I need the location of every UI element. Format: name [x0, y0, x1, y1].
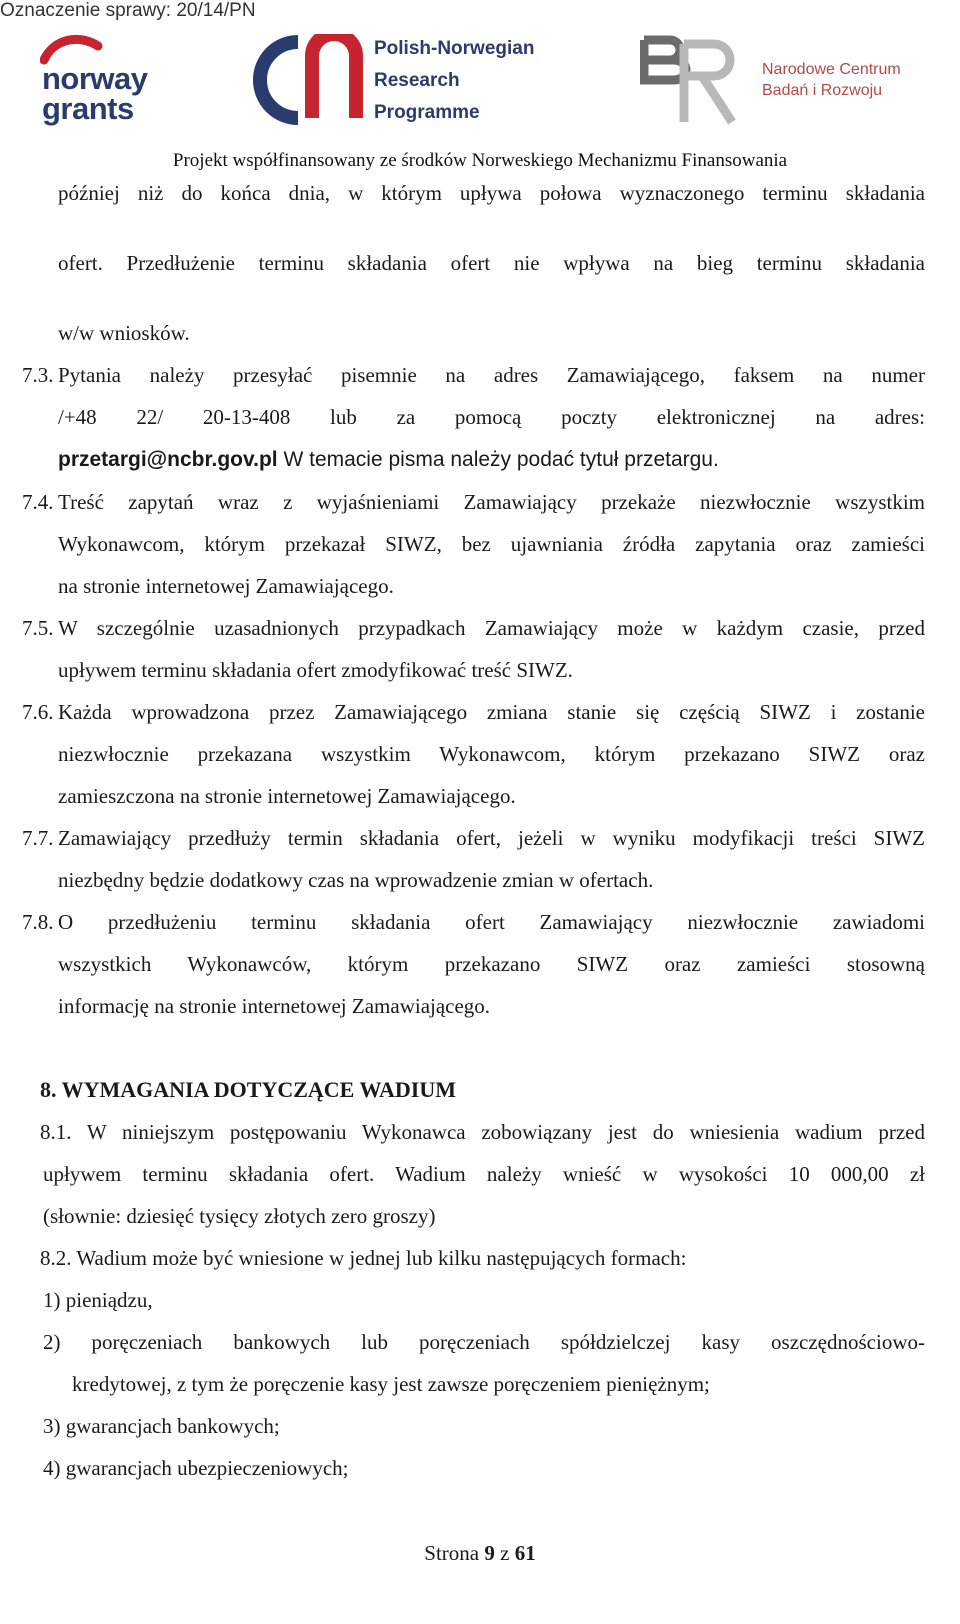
logo-word: grants	[42, 91, 134, 126]
norway-grants-logo	[40, 34, 180, 130]
section-number: 7.8.	[22, 910, 54, 934]
section-line	[40, 1237, 925, 1279]
section-number: 7.5.	[22, 616, 54, 640]
ncbr-logo	[640, 34, 920, 130]
section-number: 7.7.	[22, 826, 54, 850]
section-number: 8.2.	[40, 1246, 72, 1270]
logo-line: Narodowe Centrum	[762, 61, 901, 78]
total-pages: 61	[514, 1541, 536, 1565]
logo-line: Research	[374, 70, 460, 91]
section-line: /+48 22/ 20-13-408 lub za pomocą poczty elektronicznej na adres:	[58, 405, 925, 429]
section-number: 7.6.	[22, 700, 54, 724]
pnrp-logo	[250, 34, 580, 129]
list-item-continuation: kredytowej, z tym że poręczenie kasy jest zawsze poręczeniem pieniężnym;	[72, 1372, 710, 1396]
pnrp-emblem-icon	[250, 34, 372, 126]
intro-line: w/w wniosków.	[58, 321, 190, 345]
section-line: O przedłużeniu terminu składania ofert Zamawiający niezwłocznie zawiadomi	[58, 910, 925, 934]
section-line: Wykonawcom, którym przekazał SIWZ, bez ujawniania źródła zapytania oraz zamieści	[58, 532, 925, 556]
intro-line: później niż do końca dnia, w którym upływa połowa wyznaczonego terminu składania	[58, 181, 925, 205]
email-address: przetargi@ncbr.gov.pl	[58, 448, 278, 471]
list-item: 2) poręczeniach bankowych lub poręczeniach spółdzielczej kasy oszczędnościowo-	[43, 1330, 925, 1354]
section-line: niezbędny będzie dodatkowy czas na wprowadzenie zmian w ofertach.	[58, 868, 654, 892]
section-line: upływem terminu składania ofert. Wadium należy wnieść w wysokości 10 000,00 zł	[43, 1162, 925, 1186]
section-number: 7.3.	[22, 363, 54, 387]
section-line: informację na stronie internetowej Zamawiającego.	[58, 994, 491, 1018]
ncbr-br-monogram-icon	[640, 34, 760, 130]
section-line: Każda wprowadzona przez Zamawiającego zmiana stanie się częścią SIWZ i zostanie	[58, 700, 925, 724]
logo-word: norway	[42, 61, 148, 96]
section-line	[58, 438, 925, 481]
section-7-8	[22, 901, 925, 1027]
section-text: Wadium może być wniesione w jednej lub kilku następujących formach:	[76, 1246, 687, 1270]
section-line: zamieszczona na stronie internetowej Zamawiającego.	[58, 784, 516, 808]
section-text: W niniejszym postępowaniu Wykonawca zobowiązany jest do wniesienia wadium przed	[86, 1120, 925, 1144]
footer-prefix: Strona	[424, 1541, 485, 1565]
intro-line: ofert. Przedłużenie terminu składania ofert nie wpływa na bieg terminu składania	[58, 251, 925, 275]
page-footer	[0, 1541, 960, 1566]
section-8-title: 8. WYMAGANIA DOTYCZĄCE WADIUM	[40, 1077, 456, 1102]
section-line: W szczególnie uzasadnionych przypadkach Zamawiający może w każdym czasie, przed	[58, 616, 925, 640]
section-7-6	[22, 691, 925, 817]
section-7-4	[22, 481, 925, 607]
section-line: Treść zapytań wraz z wyjaśnieniami Zamawiający przekaże niezwłocznie wszystkim	[58, 490, 925, 514]
logo-line: Badań i Rozwoju	[762, 82, 883, 99]
section-text: W temacie pisma należy podać tytuł przetargu.	[277, 448, 719, 471]
forms-list	[40, 1279, 925, 1489]
current-page: 9	[484, 1541, 495, 1565]
document-body	[22, 172, 925, 1489]
section-line: niezwłocznie przekazana wszystkim Wykonawcom, którym przekazano SIWZ oraz	[58, 742, 925, 766]
section-line: na stronie internetowej Zamawiającego.	[58, 574, 394, 598]
section-8-2	[40, 1237, 925, 1489]
section-line: wszystkich Wykonawców, którym przekazano SIWZ oraz zamieści stosowną	[58, 952, 925, 976]
section-7-7	[22, 817, 925, 901]
logo-line: Programme	[374, 102, 480, 123]
footer-mid: z	[494, 1541, 515, 1565]
list-item: 3) gwarancjach bankowych;	[43, 1414, 280, 1438]
case-reference: Oznaczenie sprawy: 20/14/PN	[0, 0, 256, 21]
section-line: Pytania należy przesyłać pisemnie na adres Zamawiającego, faksem na numer	[58, 363, 925, 387]
cofinancing-note: Projekt współfinansowany ze środków Norweskiego Mechanizmu Finansowania	[172, 150, 788, 171]
section-7-5	[22, 607, 925, 691]
section-number: 8.1.	[40, 1120, 72, 1144]
section-7-3	[22, 354, 925, 481]
section-line: (słownie: dziesięć tysięcy złotych zero groszy)	[43, 1204, 436, 1228]
section-line: Zamawiający przedłuży termin składania ofert, jeżeli w wyniku modyfikacji treści SIWZ	[58, 826, 925, 850]
section-8-1	[40, 1111, 925, 1237]
logo-line: Polish-Norwegian	[374, 38, 535, 59]
list-item: 1) pieniądzu,	[43, 1288, 153, 1312]
section-number: 7.4.	[22, 490, 54, 514]
section-line: upływem terminu składania ofert zmodyfikować treść SIWZ.	[58, 658, 573, 682]
section-line	[40, 1111, 925, 1153]
list-item: 4) gwarancjach ubezpieczeniowych;	[43, 1456, 349, 1480]
